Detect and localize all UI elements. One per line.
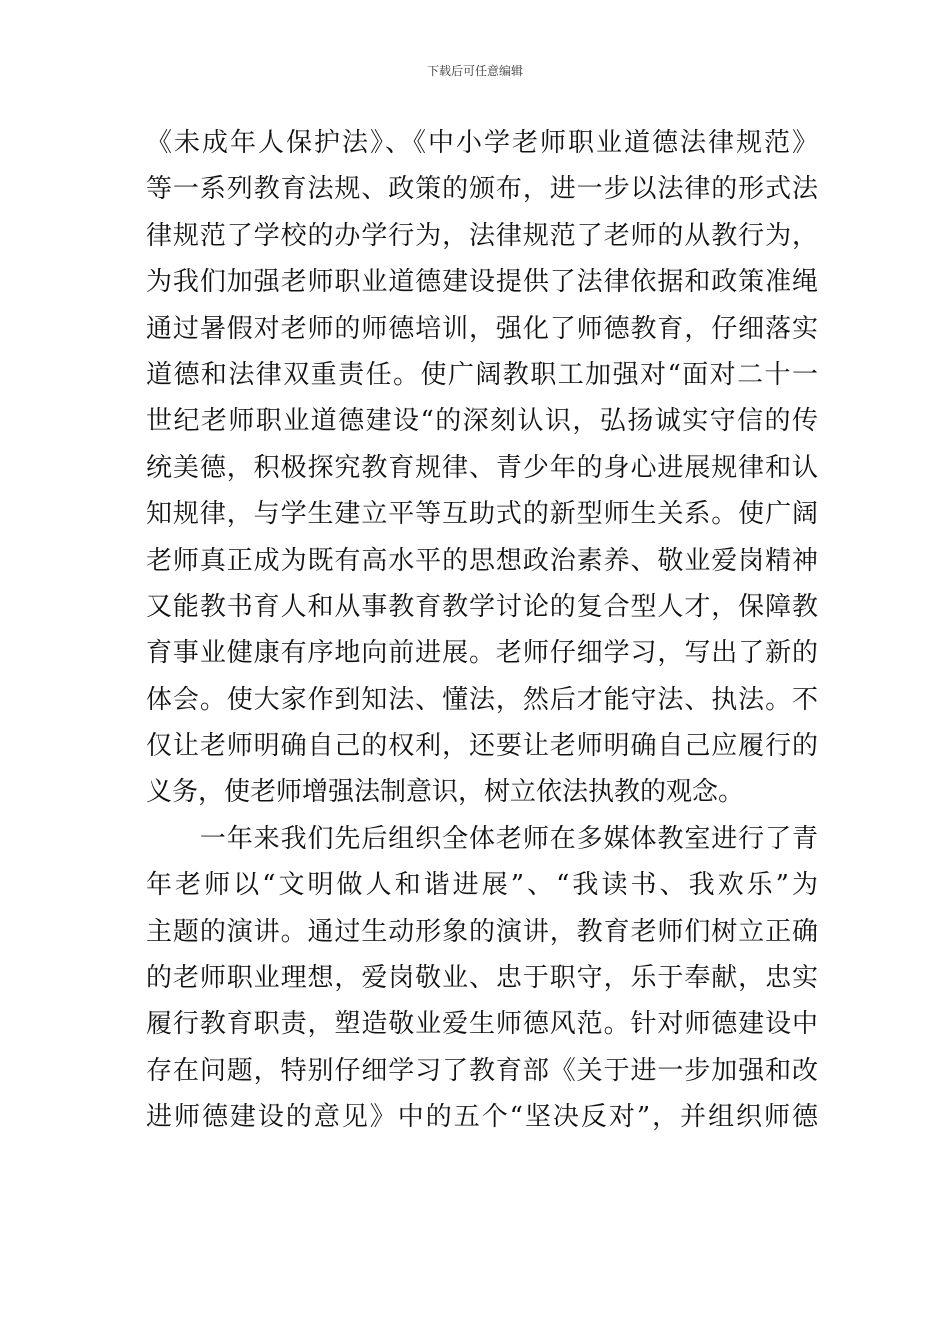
text-line: 为我们加强老师职业道德建设提供了法律依据和政策准绳: [146, 267, 818, 298]
text-line: 进师德建设的意见》中的五个“坚决反对”，并组织师德: [146, 1102, 818, 1133]
text-line: 律规范了学校的办学行为，法律规范了老师的从教行为，: [146, 220, 818, 251]
text-line: 老师真正成为既有高水平的思想政治素养、敬业爱岗精神: [146, 545, 818, 576]
text-line: 知规律，与学生建立平等互助式的新型师生关系。使广阔: [146, 499, 818, 530]
text-line: 一年来我们先后组织全体老师在多媒体教室进行了青: [146, 823, 818, 854]
header-note: 下载后可任意编辑: [426, 64, 523, 78]
text-line: 又能教书育人和从事教育教学讨论的复合型人才，保障教: [146, 591, 818, 622]
text-line: 统美德，积极探究教育规律、青少年的身心进展规律和认: [146, 452, 818, 483]
text-line: 育事业健康有序地向前进展。老师仔细学习，写出了新的: [146, 638, 818, 669]
document-body: [146, 120, 818, 1141]
text-line: 世纪老师职业道德建设“的深刻认识，弘扬诚实守信的传: [146, 406, 818, 437]
text-line: 的老师职业理想，爱岗敬业、忠于职守，乐于奉献，忠实: [146, 963, 818, 994]
text-line: 存在问题，特别仔细学习了教育部《关于进一步加强和改: [146, 1055, 818, 1086]
text-line: 《未成年人保护法》、《中小学老师职业道德法律规范》: [146, 128, 818, 158]
text-line: 通过暑假对老师的师德培训，强化了师德教育，仔细落实: [146, 313, 818, 344]
text-line: 仅让老师明确自己的权利，还要让老师明确自己应履行的: [146, 731, 818, 762]
text-line: 年老师以“文明做人和谐进展”、“我读书、我欢乐”为: [146, 870, 818, 901]
text-line: 主题的演讲。通过生动形象的演讲，教育老师们树立正确: [146, 916, 818, 947]
text-line: 履行教育职责，塑造敬业爱生师德风范。针对师德建设中: [146, 1009, 818, 1040]
text-line: 体会。使大家作到知法、懂法，然后才能守法、执法。不: [146, 684, 818, 715]
text-line: 义务，使老师增强法制意识，树立依法执教的观念。: [146, 777, 745, 808]
text-line: 等一系列教育法规、政策的颁布，进一步以法律的形式法: [146, 174, 818, 205]
text-line: 道德和法律双重责任。使广阔教职工加强对“面对二十一: [146, 359, 818, 390]
